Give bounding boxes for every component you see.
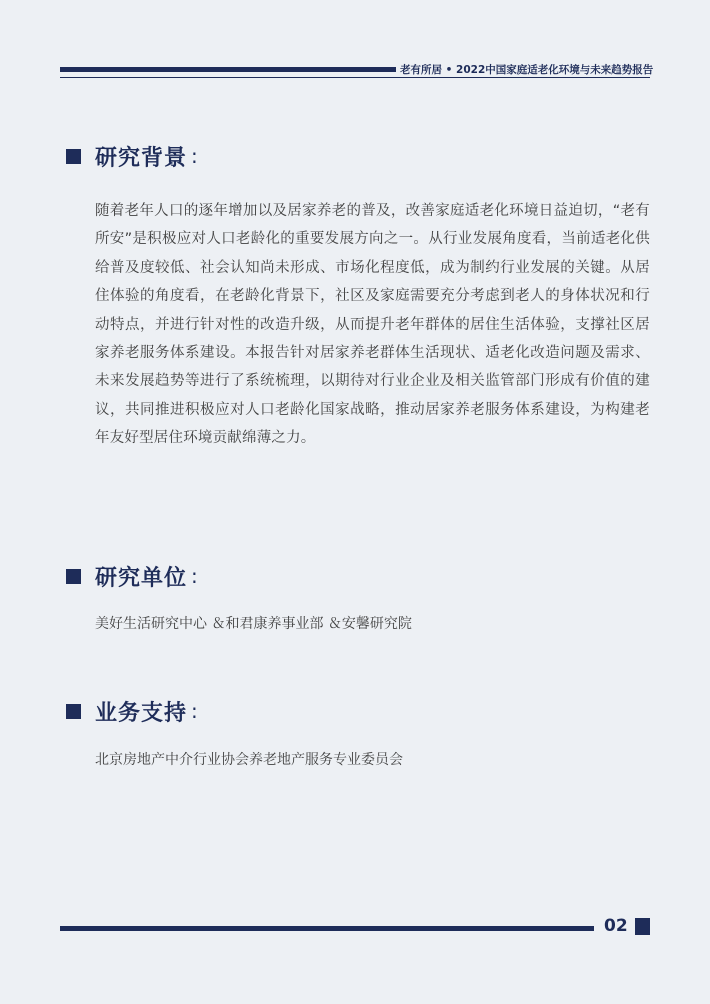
- section-heading-units: [66, 561, 198, 591]
- footer-rule: [60, 926, 594, 931]
- section-colon: :: [191, 699, 198, 723]
- section-colon: :: [191, 144, 198, 168]
- section-body-units: 美好生活研究中心 ＆和君康养事业部 ＆安馨研究院: [95, 616, 412, 632]
- heading-square-icon: [66, 569, 81, 584]
- section-body-support: 北京房地产中介行业协会养老地产服务专业委员会: [95, 752, 403, 768]
- page-number: 02: [604, 916, 628, 936]
- heading-square-icon: [66, 704, 81, 719]
- section-title: 研究单位: [95, 565, 188, 591]
- header-title: 老有所居 • 2022中国家庭适老化环境与未来趋势报告: [400, 64, 654, 76]
- section-heading-background: [66, 141, 198, 171]
- page-header: [60, 60, 654, 82]
- footer-square-icon: [635, 918, 650, 935]
- header-rule: [60, 77, 650, 78]
- page-footer: [60, 916, 652, 940]
- section-body-background: 随着老年人口的逐年增加以及居家养老的普及，改善家庭适老化环境日益迫切，“老有所安”是积极应对人口老龄化的重要发展方向之一。从行业发展角度看，当前适老化供给普及度较低、社会认知尚未形成、市场化程度低，成为制约行业发展的关键。从居住体验的角度看，在老龄化背景下，社区及家庭需要充分考虑到老人的身体状况和行动特点，并进行针对性的改造升级，从而提升老年群体的居住生活体验，支撑社区居家养老服务体系建设。本报告针对居家养老群体生活现状、适老化改造问题及需求、未来发展趋势等进行了系统梳理，以期待对行业企业及相关监管部门形成有价值的建议，共同推进积极应对人口老龄化国家战略，推动居家养老服务体系建设，为构建老年友好型居住环境贡献绵薄之力。: [95, 203, 650, 447]
- section-title: 业务支持: [95, 700, 188, 726]
- header-bar: [60, 67, 396, 72]
- section-heading-support: [66, 696, 198, 726]
- section-title: 研究背景: [95, 145, 188, 171]
- heading-square-icon: [66, 149, 81, 164]
- section-colon: :: [191, 564, 198, 588]
